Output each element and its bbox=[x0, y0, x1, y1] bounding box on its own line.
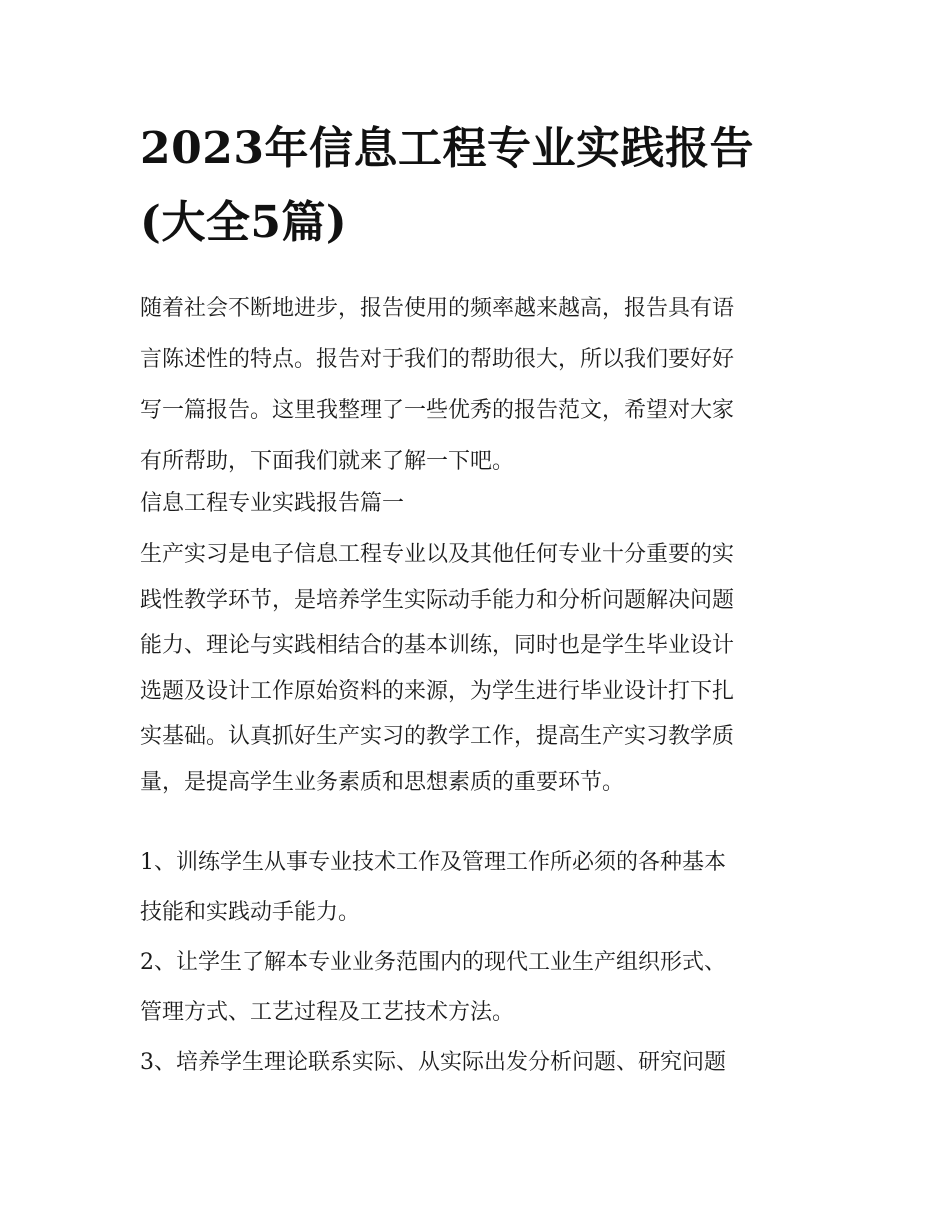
text-line: 言陈述性的特点。报告对于我们的帮助很大，所以我们要好好 bbox=[140, 347, 735, 372]
document-title bbox=[140, 112, 820, 260]
list-item bbox=[140, 838, 830, 938]
text-line: 实基础。认真抓好生产实习的教学工作，提高生产实习教学质 bbox=[140, 724, 735, 749]
text-line: 能力、理论与实践相结合的基本训练，同时也是学生毕业设计 bbox=[140, 633, 735, 658]
section-heading-text: 信息工程专业实践报告篇一 bbox=[140, 491, 405, 516]
text-line: 选题及设计工作原始资料的来源，为学生进行毕业设计打下扎 bbox=[140, 678, 735, 704]
text-line: 管理方式、工艺过程及工艺技术方法。 bbox=[140, 1000, 515, 1025]
intro-paragraph bbox=[140, 283, 830, 487]
text-line: 1、训练学生从事专业技术工作及管理工作所必须的各种基本 bbox=[140, 850, 726, 875]
text-line: 2、让学生了解本专业业务范围内的现代工业生产组织形式、 bbox=[140, 950, 726, 975]
text-line: 技能和实践动手能力。 bbox=[140, 900, 361, 925]
title-line: (大全5篇) bbox=[140, 197, 348, 248]
text-line: 有所帮助，下面我们就来了解一下吧。 bbox=[140, 449, 515, 474]
title-line: 2023年信息工程专业实践报告 bbox=[140, 123, 754, 174]
list-item bbox=[140, 1038, 830, 1088]
text-line: 3、培养学生理论联系实际、从实际出发分析问题、研究问题 bbox=[140, 1050, 726, 1075]
text-line: 践性教学环节，是培养学生实际动手能力和分析问题解决问题 bbox=[140, 587, 735, 613]
list-item bbox=[140, 938, 830, 1038]
text-line: 写一篇报告。这里我整理了一些优秀的报告范文，希望对大家 bbox=[140, 398, 735, 423]
text-line: 生产实习是电子信息工程专业以及其他任何专业十分重要的实 bbox=[140, 542, 735, 567]
body-paragraph bbox=[140, 532, 830, 805]
text-line: 随着社会不断地进步，报告使用的频率越来越高，报告具有语 bbox=[140, 296, 735, 321]
text-line: 量，是提高学生业务素质和思想素质的重要环节。 bbox=[140, 769, 625, 795]
section-heading bbox=[140, 483, 830, 525]
